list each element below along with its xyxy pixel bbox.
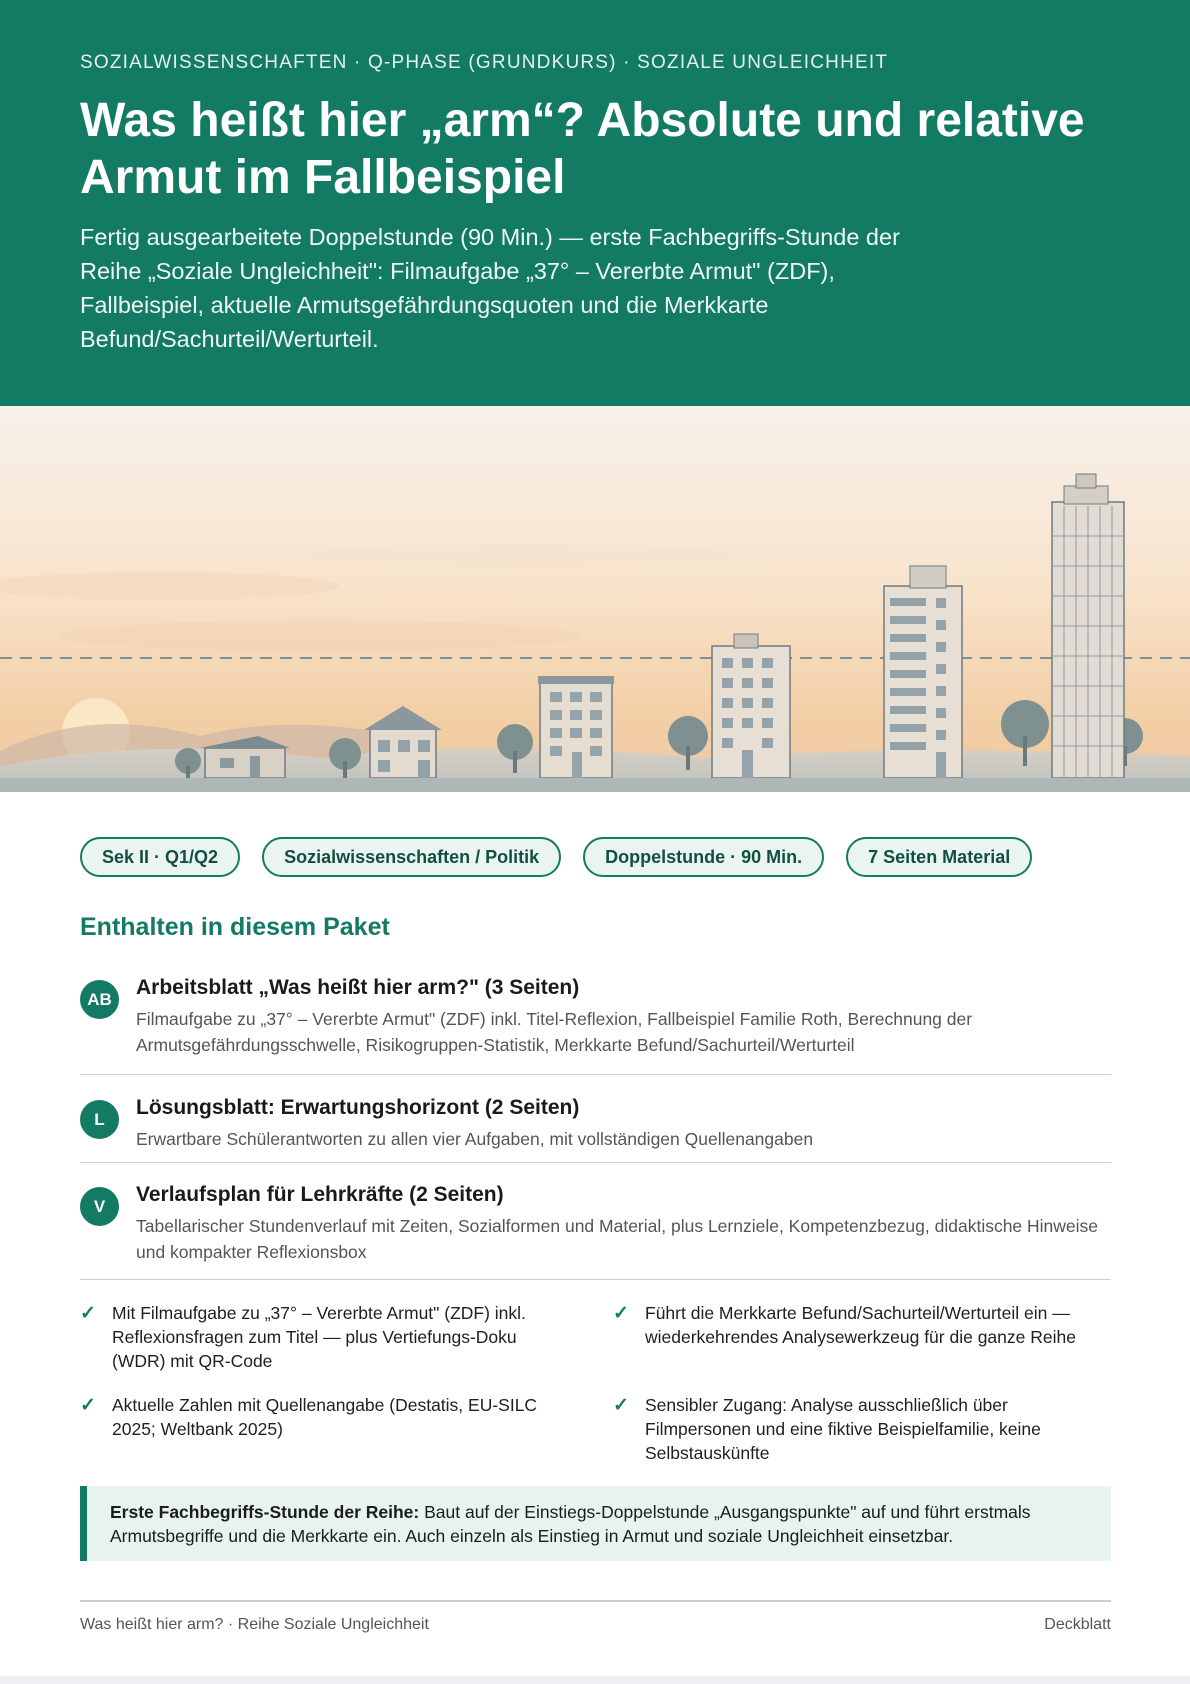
package-item-solution-sheet xyxy=(80,1075,1111,1163)
header-banner xyxy=(0,0,1190,406)
feature-text: Mit Filmaufgabe zu „37° – Vererbte Armut" (ZDF) inkl. Reflexionsfragen zum Titel — plus Vertiefungs-Doku (WDR) mit QR-Code xyxy=(112,1303,526,1371)
item-badge: AB xyxy=(80,980,119,1019)
city-skyline-illustration xyxy=(0,406,1190,792)
page-subtitle: Fertig ausgearbeitete Doppelstunde (90 Min.) — erste Fachbegriffs-Stunde der Reihe „Soziale Ungleichheit": Filmaufgabe „37° – Vererbte Armut" (ZDF), Fallbeispiel, aktuelle Armutsgefährdungsquoten und die Merkkarte Befund/Sachurteil/Werturteil. xyxy=(80,224,900,352)
feature-item xyxy=(80,1301,550,1373)
item-description: Erwartbare Schülerantworten zu allen vier Aufgaben, mit vollständigen Quellenangaben xyxy=(136,1129,814,1149)
package-item-worksheet xyxy=(80,970,1111,1075)
feature-item xyxy=(613,1301,1083,1349)
item-title: Lösungsblatt: Erwartungshorizont (2 Seiten) xyxy=(136,1096,580,1119)
tag-row xyxy=(80,837,1032,877)
feature-item xyxy=(80,1393,550,1441)
feature-text: Aktuelle Zahlen mit Quellenangabe (Destatis, EU-SILC 2025; Weltbank 2025) xyxy=(112,1395,538,1439)
package-heading: Enthalten in diesem Paket xyxy=(80,913,390,941)
footer-page-label: Deckblatt xyxy=(1044,1616,1111,1633)
checkmark-icon: ✓ xyxy=(80,1303,96,1324)
feature-text: Führt die Merkkarte Befund/Sachurteil/Werturteil ein — wiederkehrendes Analysewerkzeug für die ganze Reihe xyxy=(645,1303,1076,1347)
tag-duration: Doppelstunde · 90 Min. xyxy=(583,837,824,877)
subject-kicker: SOZIALWISSENSCHAFTEN · Q-PHASE (GRUNDKURS) · SOZIALE UNGLEICHHEIT xyxy=(80,52,889,73)
tag-page-count: 7 Seiten Material xyxy=(846,837,1032,877)
item-description: Tabellarischer Stundenverlauf mit Zeiten, Sozialformen und Material, plus Lernziele, Kompetenzbezug, didaktische Hinweise und kompakter Reflexionsbox xyxy=(136,1216,1099,1262)
footer-divider xyxy=(80,1600,1111,1602)
series-note-box xyxy=(80,1486,1111,1561)
skyscraper-icon xyxy=(1052,474,1124,778)
checkmark-icon: ✓ xyxy=(613,1303,629,1324)
page-title: Was heißt hier „arm“? Absolute und relative Armut im Fallbeispiel xyxy=(80,94,1085,204)
package-item-list xyxy=(80,970,1111,1280)
item-badge: L xyxy=(80,1100,119,1139)
apartment-tall-icon xyxy=(884,566,962,778)
item-badge: V xyxy=(80,1187,119,1226)
item-title: Arbeitsblatt „Was heißt hier arm?" (3 Seiten) xyxy=(136,976,580,999)
tag-grade-level: Sek II · Q1/Q2 xyxy=(80,837,240,877)
item-description: Filmaufgabe zu „37° – Vererbte Armut" (ZDF) inkl. Titel-Reflexion, Fallbeispiel Familie Roth, Berechnung der Armutsgefährdungsschwelle, Risikogruppen-Statistik, Merkkarte Befund/Sachurteil/Werturteil xyxy=(136,1009,973,1055)
checkmark-icon: ✓ xyxy=(80,1395,96,1416)
tag-subject: Sozialwissenschaften / Politik xyxy=(262,837,561,877)
checkmark-icon: ✓ xyxy=(613,1395,629,1416)
page-bottom-edge xyxy=(0,1676,1190,1684)
footer-series-label: Was heißt hier arm? · Reihe Soziale Ungleichheit xyxy=(80,1616,429,1633)
apartment-small-icon xyxy=(538,676,614,778)
apartment-medium-icon xyxy=(712,634,790,778)
feature-text: Sensibler Zugang: Analyse ausschließlich über Filmpersonen und eine fiktive Beispielfamilie, keine Selbstauskünfte xyxy=(645,1395,1041,1463)
package-item-lesson-plan xyxy=(80,1163,1111,1280)
hero-illustration xyxy=(0,406,1190,792)
feature-item xyxy=(613,1393,1083,1465)
item-title: Verlaufsplan für Lehrkräfte (2 Seiten) xyxy=(136,1183,504,1206)
note-text: Baut auf der Einstiegs-Doppelstunde „Ausgangspunkte" auf und führt erstmals Armutsbegriffe und die Merkkarte ein. Auch einzeln als Einstieg in Armut und soziale Ungleichheit einsetzbar. xyxy=(110,1502,1031,1546)
note-lead: Erste Fachbegriffs-Stunde der Reihe: xyxy=(110,1502,420,1522)
